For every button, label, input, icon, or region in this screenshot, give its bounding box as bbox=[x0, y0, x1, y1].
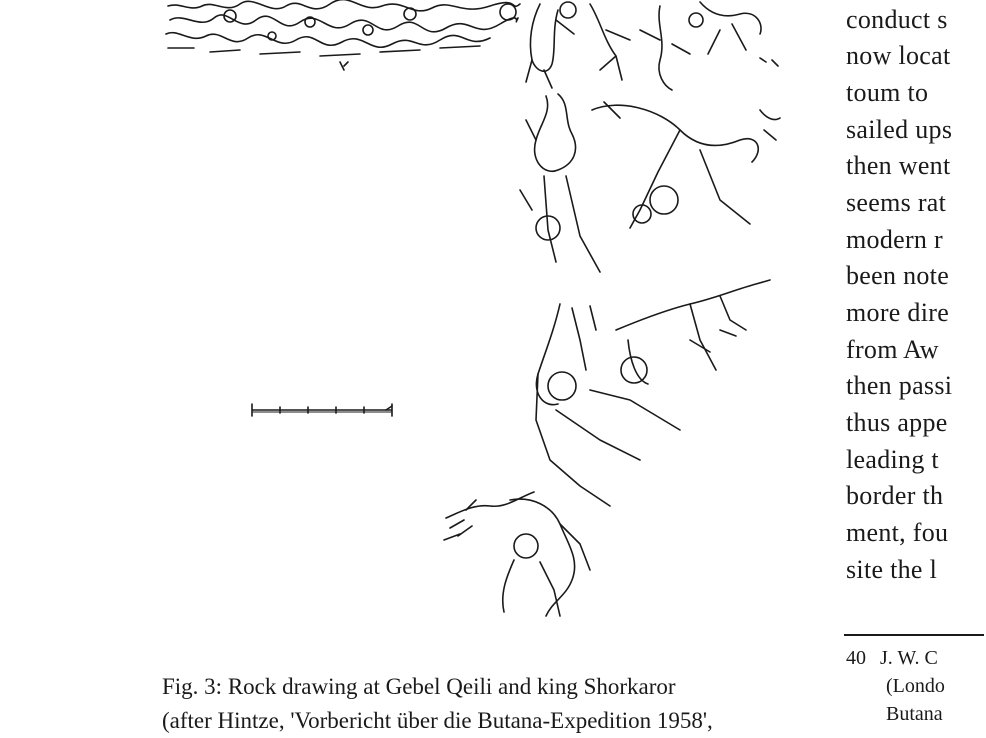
footnote-text-line: J. W. C bbox=[880, 647, 938, 669]
body-text-line: leading t bbox=[846, 445, 939, 474]
body-text-line: ment, fou bbox=[846, 518, 949, 547]
body-text-line: sailed ups bbox=[846, 115, 953, 144]
body-text-line: site the l bbox=[846, 555, 938, 584]
figures-middle bbox=[520, 94, 780, 272]
footnote-number: 40 bbox=[846, 647, 866, 669]
body-text-line: then went bbox=[846, 151, 951, 180]
body-text-line: conduct s bbox=[846, 5, 948, 34]
body-text-line: border th bbox=[846, 481, 944, 510]
footnote-text-line: (Londo bbox=[886, 675, 945, 697]
body-text-column bbox=[846, 0, 986, 620]
figures-top bbox=[526, 2, 778, 90]
body-text-line: more dire bbox=[846, 298, 950, 327]
footnote-divider bbox=[844, 634, 984, 636]
caption-line: Fig. 3: Rock drawing at Gebel Qeili and king Shorkaror bbox=[162, 674, 676, 699]
footnote bbox=[846, 644, 966, 724]
body-text-line: now locat bbox=[846, 41, 951, 70]
body-text-line: thus appe bbox=[846, 408, 948, 437]
body-text-line: modern r bbox=[846, 225, 943, 254]
figure-caption bbox=[162, 670, 802, 733]
body-text-line: then passi bbox=[846, 371, 953, 400]
body-text-line: toum to bbox=[846, 78, 929, 107]
rock-drawing-figure bbox=[160, 0, 820, 640]
figures-lower bbox=[536, 280, 770, 506]
body-text-line: seems rat bbox=[846, 188, 947, 217]
scale-bar bbox=[252, 404, 392, 416]
body-text-line: been note bbox=[846, 261, 950, 290]
body-text-line: from Aw bbox=[846, 335, 939, 364]
figures-bottom bbox=[444, 492, 590, 616]
caption-line: (after Hintze, 'Vorbericht über die Butana-Expedition 1958', bbox=[162, 708, 713, 733]
frieze-band bbox=[166, 0, 520, 70]
footnote-text-line: Butana bbox=[886, 703, 943, 725]
